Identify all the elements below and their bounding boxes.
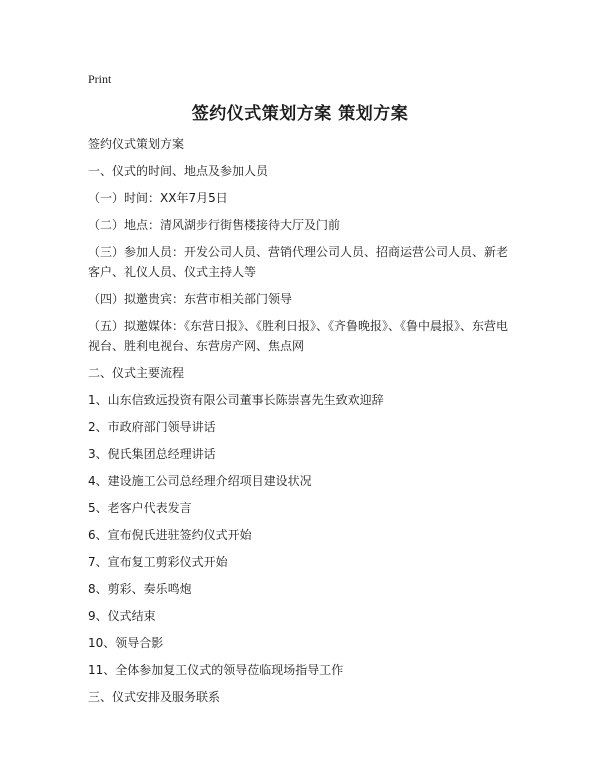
list-item: 9、仪式结束	[88, 609, 156, 623]
list-item: 10、领导合影	[88, 636, 164, 650]
paragraph-guests: （四）拟邀贵宾：东营市相关部门领导	[88, 292, 293, 306]
paragraph-location: （二）地点：清风湖步行街售楼接待大厅及门前	[88, 218, 341, 232]
list-item: 6、宣布倪氏进驻签约仪式开始	[88, 528, 252, 542]
list-item: 7、宣布复工剪彩仪式开始	[88, 555, 228, 569]
section-heading-2: 二、仪式主要流程	[88, 366, 185, 380]
list-item: 8、剪彩、奏乐鸣炮	[88, 582, 192, 596]
paragraph-doc-name: 签约仪式策划方案	[88, 137, 185, 151]
document-title: 签约仪式策划方案 策划方案	[191, 104, 409, 124]
list-item: 3、倪氏集团总经理讲话	[88, 447, 216, 461]
paragraph-attendees: （三）参加人员：开发公司人员、营销代理公司人员、招商运营公司人员、新老客户、礼仪人员、仪式主持人等	[88, 245, 509, 279]
list-item: 1、山东信致远投资有限公司董事长陈崇喜先生致欢迎辞	[88, 393, 384, 407]
list-item: 5、老客户代表发言	[88, 501, 192, 515]
list-item: 2、市政府部门领导讲话	[88, 420, 216, 434]
document-body	[88, 134, 518, 714]
print-label: Print	[88, 72, 112, 86]
paragraph-time: （一）时间：XX年7月5日	[88, 191, 228, 205]
list-item: 4、建设施工公司总经理介绍项目建设状况	[88, 474, 312, 488]
section-heading-1: 一、仪式的时间、地点及参加人员	[88, 164, 269, 178]
list-item: 11、全体参加复工仪式的领导莅临现场指导工作	[88, 663, 344, 677]
paragraph-media: （五）拟邀媒体：《东营日报》、《胜利日报》、《齐鲁晚报》、《鲁中晨报》、东营电视台、胜利电视台、东营房产网、焦点网	[88, 319, 509, 353]
section-heading-3: 三、仪式安排及服务联系	[88, 690, 221, 704]
